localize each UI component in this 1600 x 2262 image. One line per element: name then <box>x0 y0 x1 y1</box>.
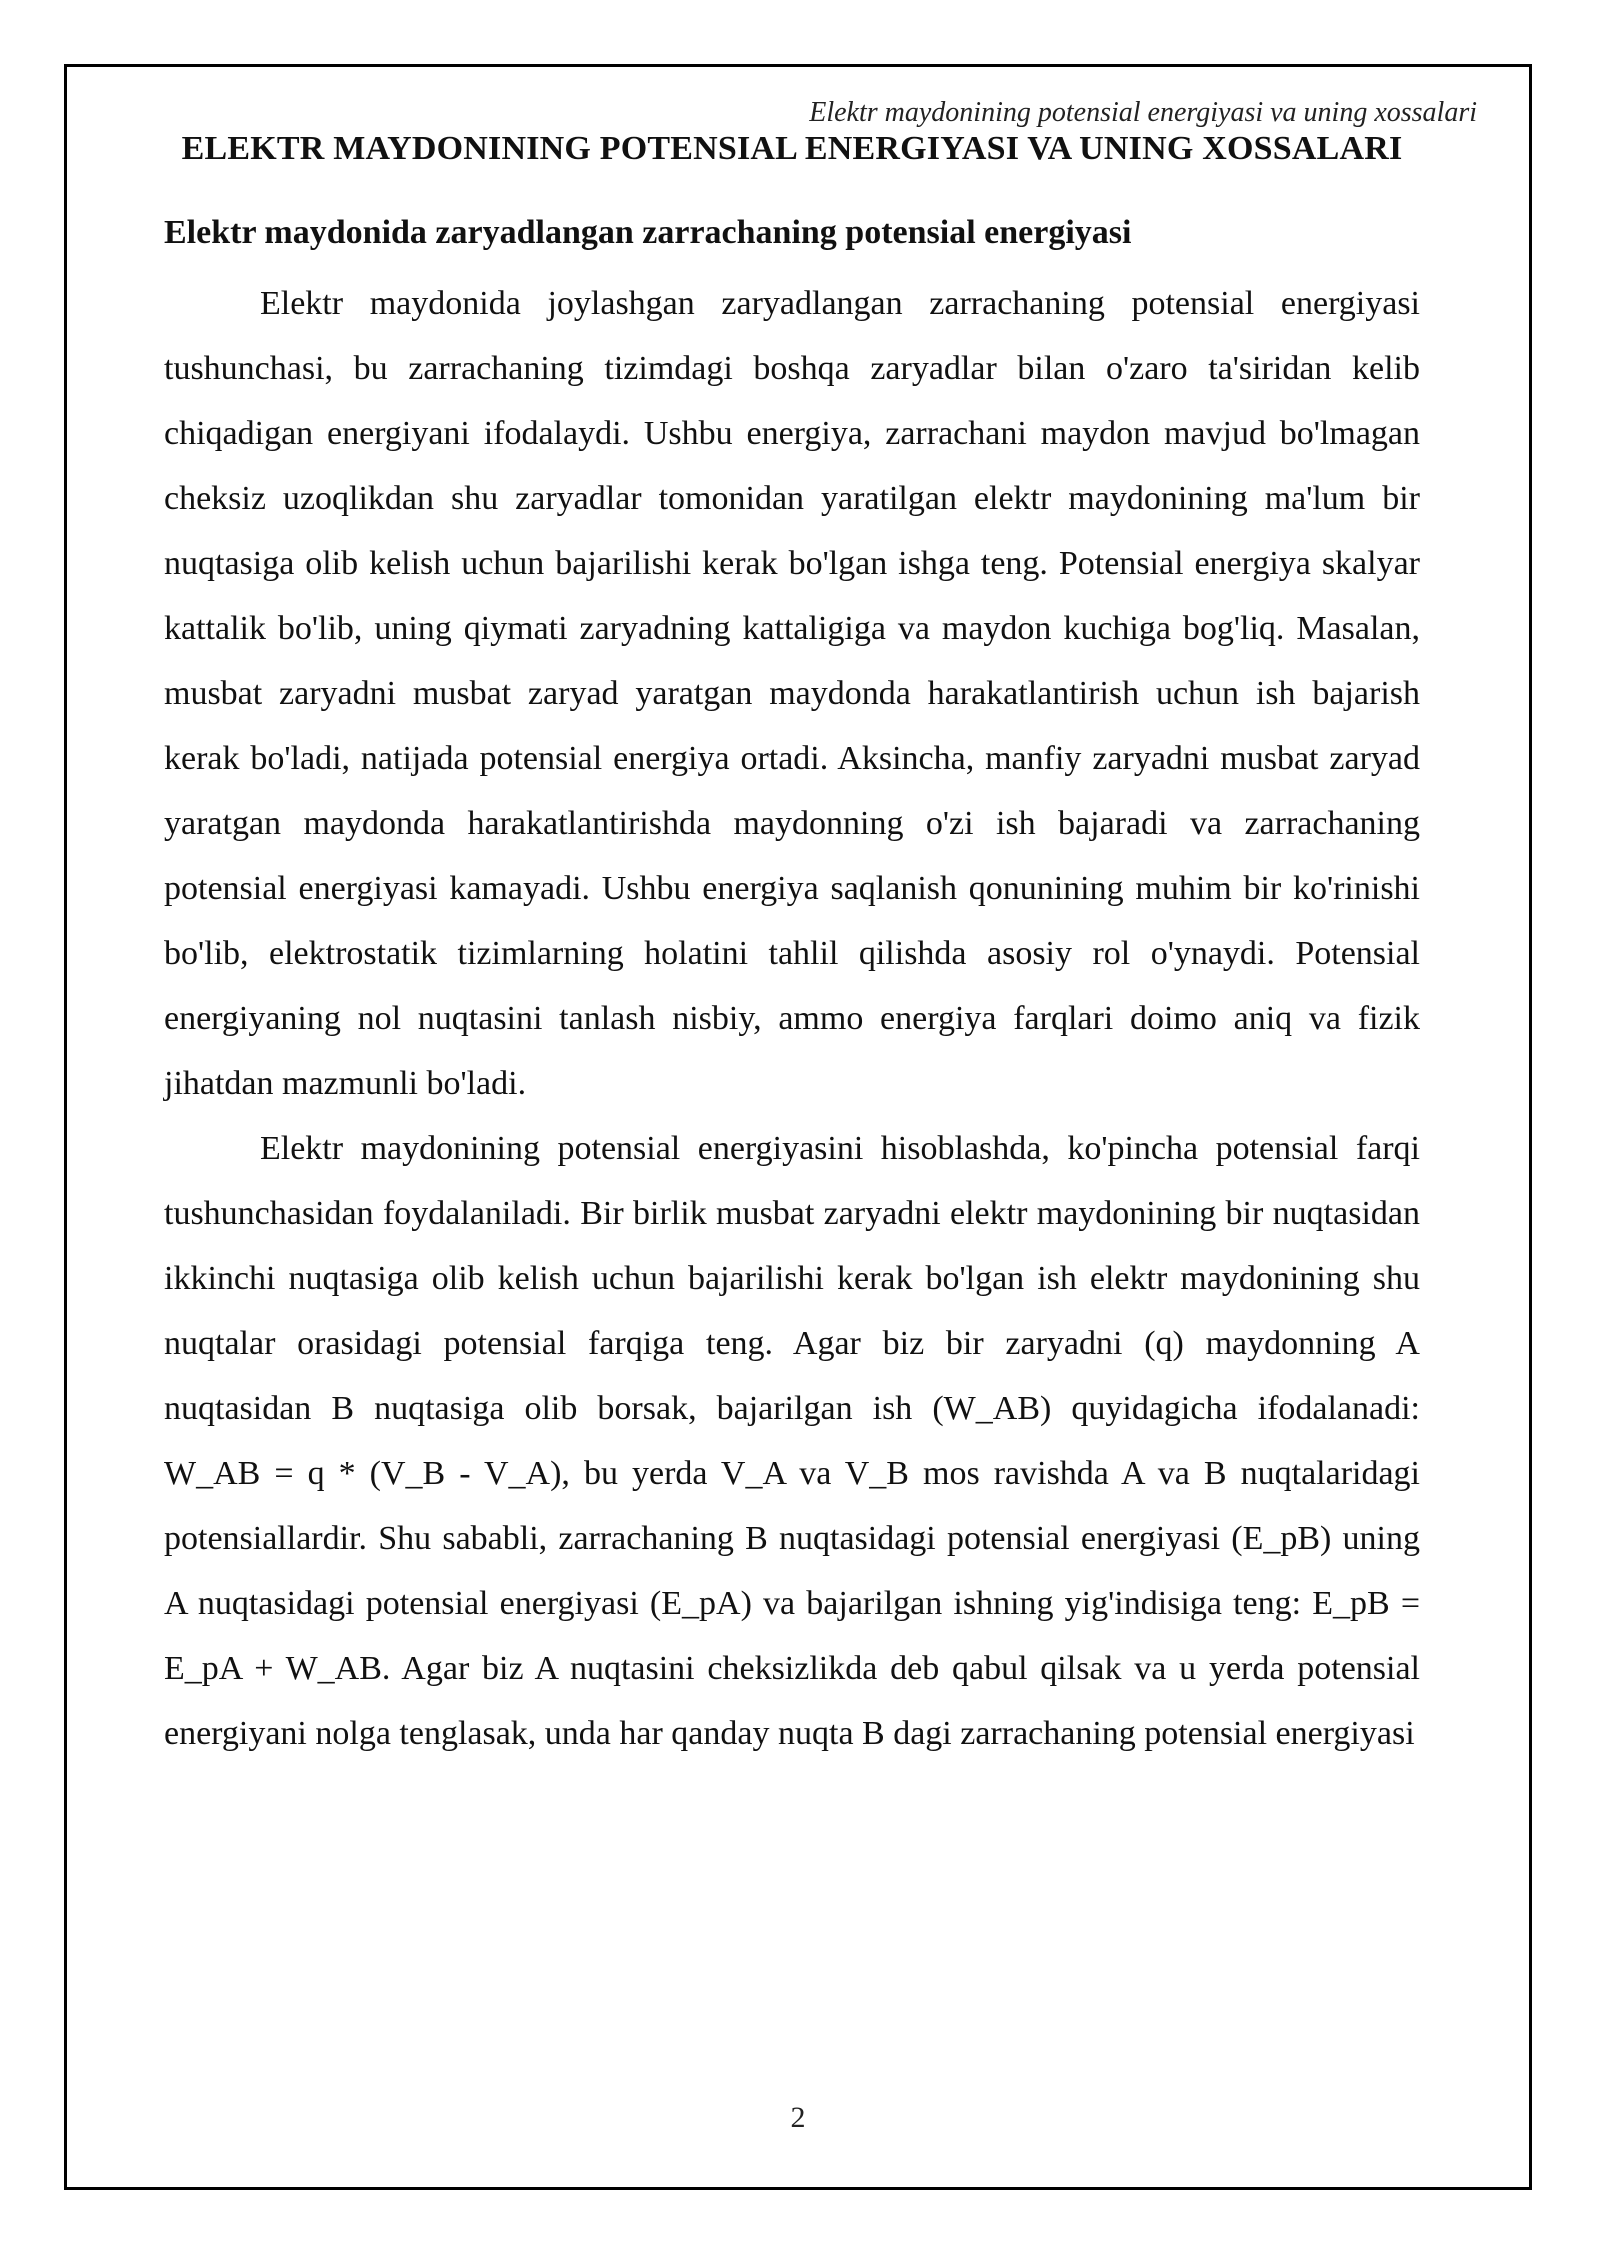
document-title: ELEKTR MAYDONINING POTENSIAL ENERGIYASI VA UNING XOSSALARI <box>181 130 1403 167</box>
running-header: Elektr maydonining potensial energiyasi va uning xossalari <box>809 97 1477 128</box>
page-number: 2 <box>790 2101 806 2134</box>
document-body <box>164 116 1420 1766</box>
body-paragraph: Elektr maydonining potensial energiyasini hisoblashda, ko'pincha potensial farqi tushunchasidan foydalaniladi. Bir birlik musbat zaryadni elektr maydonining bir nuqtasidan ikkinchi nuqtasiga olib kelish uchun bajarilishi kerak bo'lgan ish elektr maydonining shu nuqtalar orasidagi potensial farqiga teng. Agar biz bir zaryadni (q) maydonning A nuqtasidan B nuqtasiga olib borsak, bajarilgan ish (W_AB) quyidagicha ifodalanadi: W_AB = q * (V_B - V_A), bu yerda V_A va V_B mos ravishda A va B nuqtalaridagi potensiallardir. Shu sababli, zarrachaning B nuqtasidagi potensial energiyasi (E_pB) uning A nuqtasidagi potensial energiyasi (E_pA) va bajarilgan ishning yig'indisiga teng: E_pB = E_pA + W_AB. Agar biz A nuqtasini cheksizlikda deb qabul qilsak va u yerda potensial energiyani nolga tenglasak, unda har qanday nuqta B dagi zarrachaning potensial energiyasi <box>164 1130 1420 1752</box>
body-paragraph: Elektr maydonida joylashgan zaryadlangan zarrachaning potensial energiyasi tushunchasi, bu zarrachaning tizimdagi boshqa zaryadlar bilan o'zaro ta'siridan kelib chiqadigan energiyani ifodalaydi. Ushbu energiya, zarrachani maydon mavjud bo'lmagan cheksiz uzoqlikdan shu zaryadlar tomonidan yaratilgan elektr maydonining ma'lum bir nuqtasiga olib kelish uchun bajarilishi kerak bo'lgan ishga teng. Potensial energiya skalyar kattalik bo'lib, uning qiymati zaryadning kattaligiga va maydon kuchiga bog'liq. Masalan, musbat zaryadni musbat zaryad yaratgan maydonda harakatlantirish uchun ish bajarish kerak bo'ladi, natijada potensial energiya ortadi. Aksincha, manfiy zaryadni musbat zaryad yaratgan maydonda harakatlantirishda maydonning o'zi ish bajaradi va zarrachaning potensial energiyasi kamayadi. Ushbu energiya saqlanish qonunining muhim bir ko'rinishi bo'lib, elektrostatik tizimlarning holatini tahlil qilishda asosiy rol o'ynaydi. Potensial energiyaning nol nuqtasini tanlash nisbiy, ammo energiya farqlari doimo aniq va fizik jihatdan mazmunli bo'ladi. <box>164 285 1420 1102</box>
section-heading: Elektr maydonida zaryadlangan zarrachaning potensial energiyasi <box>164 214 1132 251</box>
